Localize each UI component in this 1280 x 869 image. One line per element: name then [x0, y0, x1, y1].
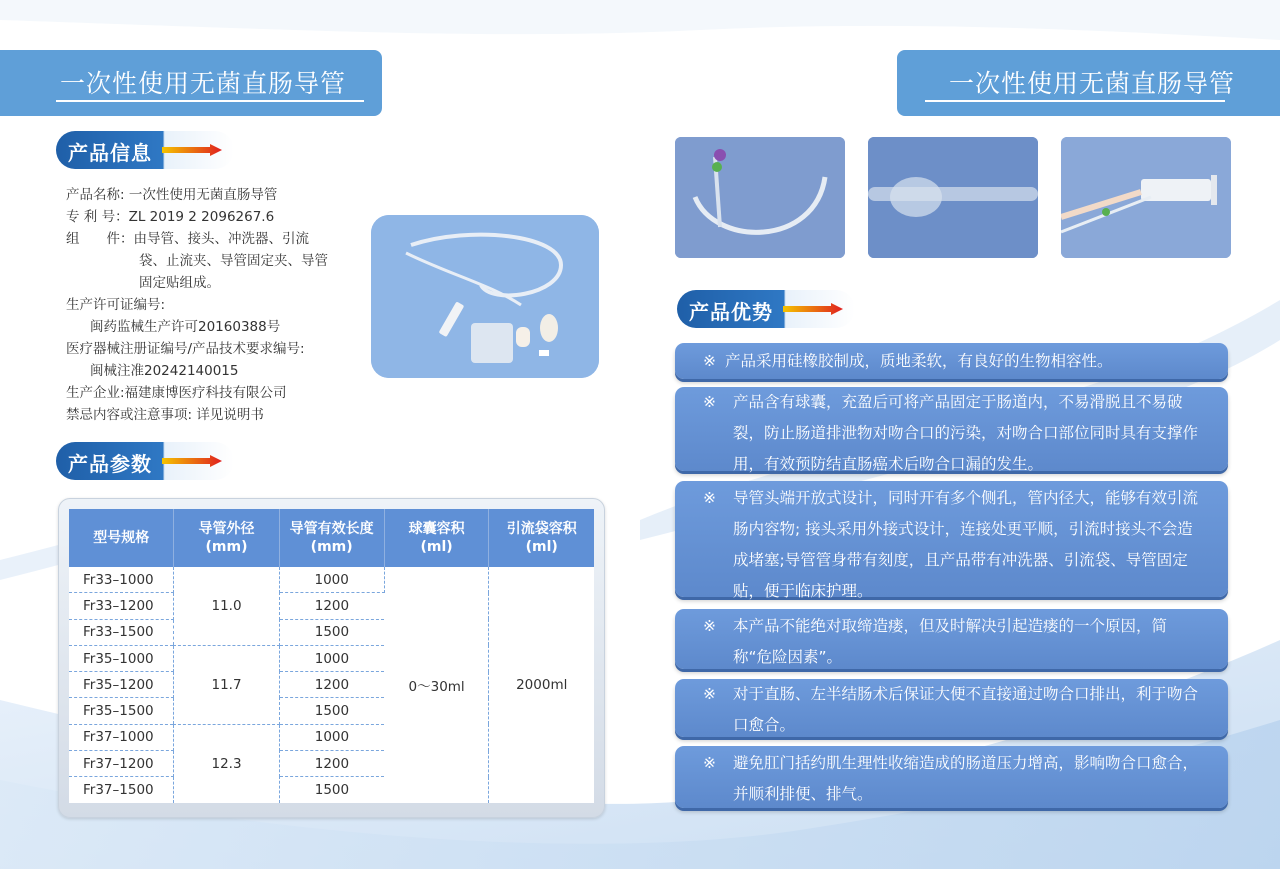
- table-row: Fr37–1500 1500: [69, 777, 594, 803]
- page-title-left: 一次性使用无菌直肠导管: [60, 69, 347, 98]
- advantage-text: 避免肛门括约肌生理性收缩造成的肠道压力增高，影响吻合口愈合，并顺利排便、排气。: [733, 754, 1199, 803]
- info-license-value: 闽药监械生产许可20160388号: [90, 319, 281, 335]
- params-table-frame: [58, 498, 605, 818]
- advantage-item: [675, 746, 1228, 808]
- table-row: Fr37–1000 12.3 1000: [69, 724, 594, 750]
- title-bar-right: [897, 50, 1280, 116]
- diameter-cell: 11.0: [174, 567, 279, 645]
- product-info: [66, 184, 366, 426]
- advantage-text: 产品含有球囊，充盈后可将产品固定于肠道内，不易滑脱且不易破裂，防止肠道排泄物对吻合口的污染，对吻合口部位同时具有支撑作用，有效预防结直肠癌术后吻合口漏的发生。: [733, 393, 1199, 473]
- gradient-arrow-icon: [162, 144, 222, 156]
- info-contra: 禁忌内容或注意事项: 详见说明书: [66, 407, 264, 423]
- product-kit-photo: [371, 215, 599, 378]
- reference-mark-icon: ※: [703, 393, 716, 411]
- info-name: 产品名称: 一次性使用无菌直肠导管: [66, 187, 278, 203]
- section-badge-info: [56, 131, 234, 169]
- advantage-text: 本产品不能绝对取缔造瘘，但及时解决引起造瘘的一个原因，简称“危险因素”。: [733, 617, 1168, 666]
- page-title-right: 一次性使用无菌直肠导管: [949, 69, 1236, 98]
- section-title-params: 产品参数: [68, 452, 152, 476]
- section-badge-params: [56, 442, 234, 480]
- balloon-photo: [868, 137, 1038, 258]
- table-row: Fr37–1200 1200: [69, 751, 594, 777]
- header-bag: 引流袋容积 (ml): [489, 509, 594, 567]
- header-diameter: 导管外径 (mm): [174, 509, 279, 567]
- info-components-cont: 袋、止流夹、导管固定夹、导管: [139, 253, 328, 269]
- table-row: Fr35–1200 1200: [69, 672, 594, 698]
- table-row: Fr33–1500 1500: [69, 619, 594, 645]
- advantage-item: [675, 481, 1228, 600]
- diameter-cell: 12.3: [174, 724, 279, 802]
- advantage-item: [675, 343, 1228, 379]
- syringe-photo: [1061, 137, 1231, 258]
- bag-cell: 2000ml: [516, 676, 568, 693]
- info-reg-value: 闽械注准20242140015: [90, 363, 239, 379]
- section-title-info: 产品信息: [68, 141, 152, 165]
- diameter-cell: 11.7: [174, 645, 279, 724]
- header-length: 导管有效长度 (mm): [279, 509, 384, 567]
- info-components: 组 件：由导管、接头、冲洗器、引流: [66, 231, 309, 247]
- reference-mark-icon: ※: [703, 617, 716, 635]
- advantage-item: [675, 387, 1228, 471]
- table-row: Fr35–1500 1500: [69, 698, 594, 724]
- title-underline: [56, 100, 364, 102]
- gradient-arrow-icon: [162, 455, 222, 467]
- reference-mark-icon: ※: [703, 489, 716, 507]
- catheter-photo: [675, 137, 845, 258]
- info-components-cont: 固定贴组成。: [139, 275, 220, 291]
- info-maker: 生产企业:福建康博医疗科技有限公司: [66, 385, 287, 401]
- section-title-advantages: 产品优势: [689, 300, 773, 324]
- table-row: Fr33–1200 1200: [69, 593, 594, 619]
- reference-mark-icon: ※: [703, 352, 716, 370]
- reference-mark-icon: ※: [703, 685, 716, 703]
- header-balloon: 球囊容积 (ml): [384, 509, 489, 567]
- info-license-label: 生产许可证编号:: [66, 297, 166, 313]
- reference-mark-icon: ※: [703, 754, 716, 772]
- advantage-text: 产品采用硅橡胶制成，质地柔软，有良好的生物相容性。: [725, 352, 1113, 370]
- balloon-cell: 0～30ml: [384, 567, 489, 803]
- table-row: Fr33–1000 11.0 1000 0～30ml 2000ml: [69, 567, 594, 593]
- advantage-item: [675, 609, 1228, 669]
- table-row: Fr35–1000 11.7 1000: [69, 645, 594, 671]
- advantage-text: 导管头端开放式设计，同时开有多个侧孔，管内径大，能够有效引流肠内容物; 接头采用外接式设计，连接处更平顺，引流时接头不会造成堵塞;导管管身带有刻度，且产品带有冲洗器、引流袋、导管固定贴，便于临床护理。: [733, 489, 1199, 600]
- title-bar-left: [0, 50, 382, 116]
- header-model: 型号规格: [69, 509, 174, 567]
- advantage-text: 对于直肠、左半结肠术后保证大便不直接通过吻合口排出，利于吻合口愈合。: [733, 685, 1199, 734]
- gradient-arrow-icon: [783, 303, 843, 315]
- advantage-item: [675, 679, 1228, 737]
- info-patent: 专 利 号：ZL 2019 2 2096267.6: [66, 209, 275, 225]
- title-underline: [925, 100, 1225, 102]
- params-table: [69, 509, 594, 803]
- section-badge-advantages: [677, 290, 855, 328]
- info-reg-label: 医疗器械注册证编号/产品技术要求编号:: [66, 341, 305, 357]
